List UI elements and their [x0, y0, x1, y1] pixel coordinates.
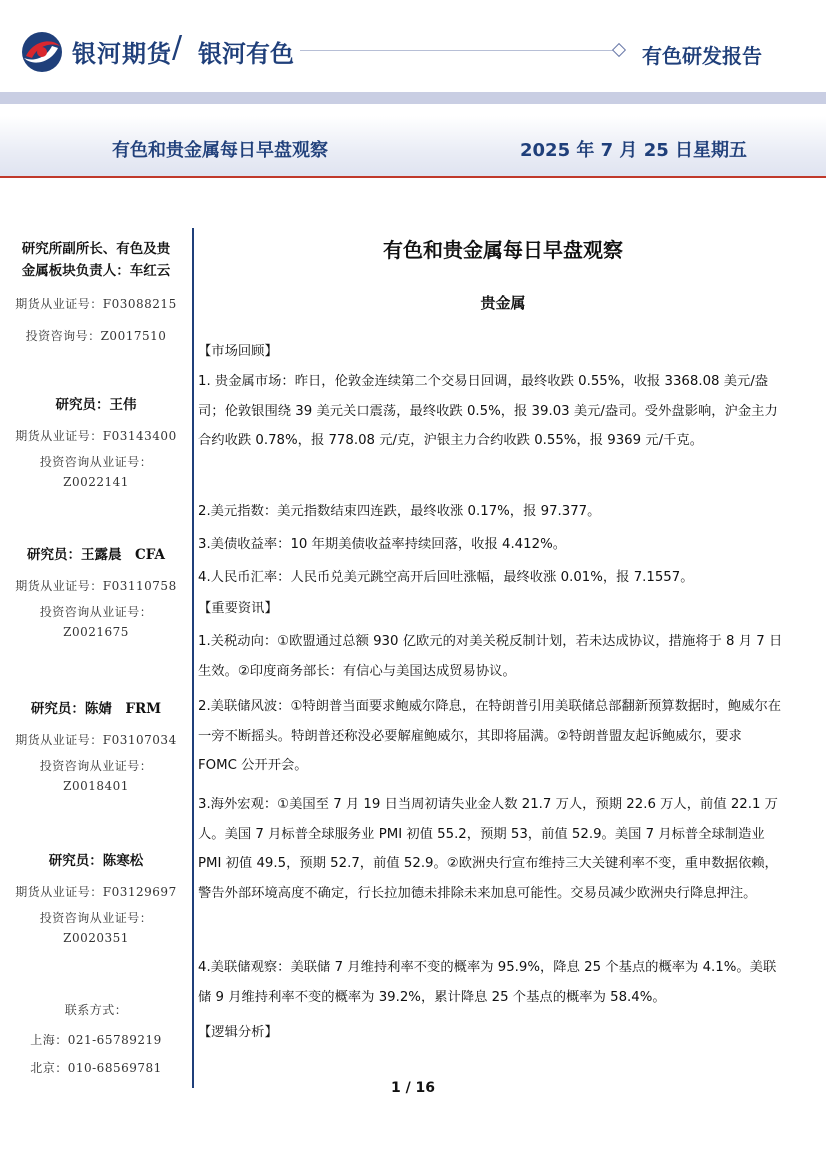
market-review-item: 3.美债收益率：10 年期美债收益率持续回落，收报 4.412%。 [198, 537, 566, 552]
researcher-futures-cert: 期货从业证号：F03110758 [15, 579, 177, 593]
lead-invest-cert: 投资咨询号：Z0017510 [25, 329, 167, 343]
report-header [0, 0, 826, 104]
section-title: 贵金属 [480, 294, 526, 312]
sidebar-researcher [0, 698, 192, 796]
report-series-title: 有色和贵金属每日早盘观察 [112, 140, 328, 161]
market-review-item: 2.美元指数：美元指数结束四连跌，最终收涨 0.17%，报 97.377。 [198, 504, 601, 519]
researcher-name: 研究员：陈寒松 [48, 853, 144, 869]
title-band-rule [0, 176, 826, 178]
header-band [0, 92, 826, 104]
market-review-item: 1. 贵金属市场：昨日，伦敦金连续第二个交易日回调，最终收跌 0.55%，收报 3368.08 美元/盎司；伦敦银围绕 39 美元关口震荡，最终收跌 0.5%，报 39.03 美元/盎司。受外盘影响，沪金主力合约收跌 0.78%，报 778.08 元/克，沪银主力合约收跌 0.55%，报 9369 元/千克。 [198, 374, 778, 448]
lead-futures-cert: 期货从业证号：F03088215 [15, 297, 177, 311]
sidebar-researcher [0, 850, 192, 948]
sidebar-lead-author [0, 238, 192, 346]
brand-name: 银河期货 [72, 40, 172, 68]
researcher-invest-label: 投资咨询从业证号： [39, 759, 153, 773]
lead-title-line1: 研究所副所长、有色及贵 [21, 241, 171, 257]
header-divider-line [300, 50, 620, 51]
researcher-invest-no: Z0018401 [63, 779, 129, 793]
news-item: 1.关税动向：①欧盟通过总额 930 亿欧元的对美关税反制计划，若未达成协议，措施将于 8 月 7 日生效。②印度商务部长：有信心与美国达成贸易协议。 [198, 634, 783, 679]
sidebar-researcher [0, 394, 192, 492]
researcher-name: 研究员：陈婧 FRM [30, 701, 162, 717]
researcher-futures-cert: 期货从业证号：F03107034 [15, 733, 177, 747]
researcher-invest-label: 投资咨询从业证号： [39, 605, 153, 619]
brand-sub-name: 银河有色 [198, 40, 294, 68]
contact-beijing: 北京：010-68569781 [30, 1061, 162, 1075]
news-heading: 【重要资讯】 [198, 601, 278, 616]
diamond-icon [612, 43, 626, 57]
report-date: 2025 年 7 月 25 日星期五 [520, 140, 748, 161]
news-item: 2.美联储风波：①特朗普当面要求鲍威尔降息，在特朗普引用美联储总部翻新预算数据时，鲍威尔在一旁不断摇头。特朗普还称没必要解雇鲍威尔，其即将届满。②特朗普盟友起诉鲍威尔，要求 FOMC 公开开会。 [198, 699, 782, 773]
sidebar-contact [0, 1000, 192, 1078]
researcher-name: 研究员：王伟 [55, 397, 137, 413]
news-item: 3.海外宏观：①美国至 7 月 19 日当周初请失业金人数 21.7 万人，预期 22.6 万人，前值 22.1 万人。美国 7 月标普全球服务业 PMI 初值 55.2，预期 53，前值 52.9。美国 7 月标普全球制造业 PMI 初值 49.5，预期 52.7，前值 52.9。②欧洲央行宣布维持三大关键利率不变，重申数据依赖，警告外部环境高度不确定，行长拉加德未排除未来加息可能性。交易员减少欧洲央行降息押注。 [198, 797, 778, 901]
news-item: 4.美联储观察：美联储 7 月维持利率不变的概率为 95.9%，降息 25 个基点的概率为 4.1%。美联储 9 月维持利率不变的概率为 39.2%，累计降息 25 个基点的概率为 58.4%。 [198, 960, 777, 1005]
researcher-name: 研究员：王露晨 CFA [26, 547, 165, 563]
lead-title-line2: 金属板块负责人：车红云 [21, 263, 171, 279]
sidebar-divider [192, 228, 194, 1088]
page-number: 1 / 16 [390, 1080, 436, 1096]
researcher-invest-no: Z0021675 [63, 625, 129, 639]
market-review-heading: 【市场回顾】 [198, 344, 278, 359]
researcher-invest-label: 投资咨询从业证号： [39, 455, 153, 469]
researcher-futures-cert: 期货从业证号：F03129697 [15, 885, 177, 899]
researcher-futures-cert: 期货从业证号：F03143400 [15, 429, 177, 443]
sidebar-researcher [0, 544, 192, 642]
report-type: 有色研发报告 [642, 44, 762, 68]
market-review-item: 4.人民币汇率：人民币兑美元跳空高开后回吐涨幅，最终收涨 0.01%，报 7.1557。 [198, 570, 694, 585]
contact-label: 联系方式： [64, 1003, 128, 1017]
document-title: 有色和贵金属每日早盘观察 [383, 238, 623, 262]
researcher-invest-label: 投资咨询从业证号： [39, 911, 153, 925]
logic-analysis-heading: 【逻辑分析】 [198, 1025, 278, 1040]
galaxy-logo-icon [20, 30, 64, 74]
brand-divider: / [172, 30, 183, 65]
contact-shanghai: 上海：021-65789219 [30, 1033, 162, 1047]
researcher-invest-no: Z0022141 [63, 475, 129, 489]
researcher-invest-no: Z0020351 [63, 931, 129, 945]
